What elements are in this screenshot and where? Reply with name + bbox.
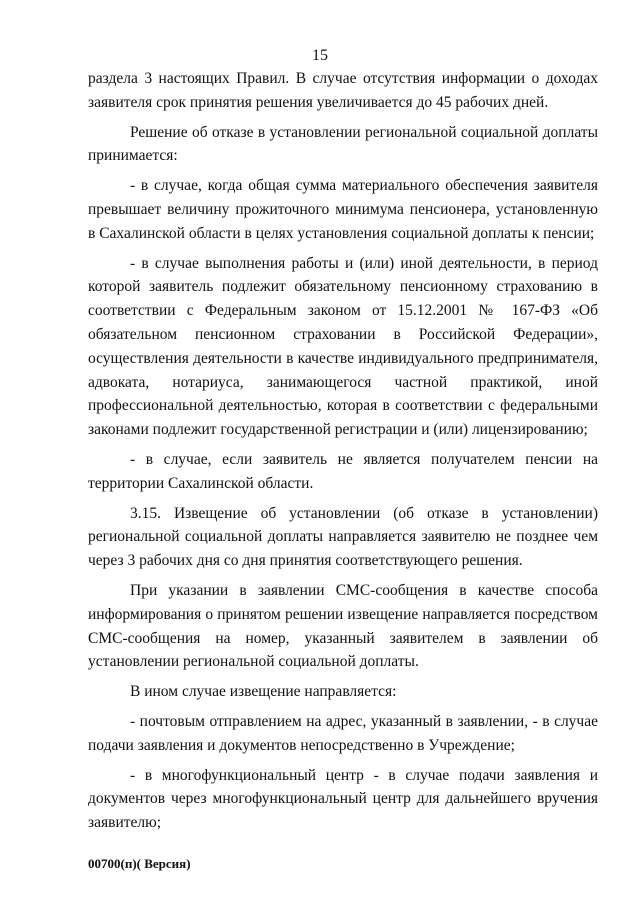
paragraph-2: Решение об отказе в установлении региональной социальной доплаты принимается: <box>88 123 598 165</box>
document-body <box>88 67 598 841</box>
paragraph-4: - в случае выполнения работы и (или) иной деятельности, в период которой заявитель подлежит обязательному пенсионному страхованию в соответствии с Федеральным законом от 15.12.2001 № 167-ФЗ «Об обязательном пенсионном страховании в Российской Федерации», осуществления деятельности в качестве индивидуального предпринимателя, адвоката, нотариуса, занимающегося частной практикой, иной профессиональной деятельностью, которая в соответствии с федеральными законами подлежит государственной регистрации и (или) лицензированию; <box>88 254 598 439</box>
paragraph-7: При указании в заявлении СМС-сообщения в качестве способа информирования о принятом решении извещение направляется посредством СМС-сообщения на номер, указанный заявителем в заявлении об установлении региональной социальной доплаты. <box>88 581 598 671</box>
paragraph-3: - в случае, когда общая сумма материального обеспечения заявителя превышает величину прожиточного минимума пенсионера, установленную в Сахалинской области в целях установления социальной доплаты к пенсии; <box>88 177 598 242</box>
paragraph-1: раздела 3 настоящих Правил. В случае отсутствия информации о доходах заявителя срок принятия решения увеличивается до 45 рабочих дней. <box>88 70 598 111</box>
paragraph-5: - в случае, если заявитель не является получателем пенсии на территории Сахалинской области. <box>88 450 598 492</box>
paragraph-10: - в многофункциональный центр - в случае подачи заявления и документов через многофункциональный центр для дальнейшего вручения заявителю; <box>88 766 598 832</box>
paragraph-8: В ином случае извещение направляется: <box>130 683 397 701</box>
page-number: 15 <box>312 47 328 64</box>
paragraph-9: - почтовым отправлением на адрес, указанный в заявлении, - в случае подачи заявления и документов непосредственно в Учреждение; <box>88 712 598 754</box>
document-footer-code: 00700(п)( Версия) <box>88 856 191 871</box>
paragraph-6: 3.15. Извещение об установлении (об отказе в установлении) региональной социальной доплаты направляется заявителю не позднее чем через 3 рабочих дня со дня принятия соответствующего решения. <box>88 504 598 570</box>
